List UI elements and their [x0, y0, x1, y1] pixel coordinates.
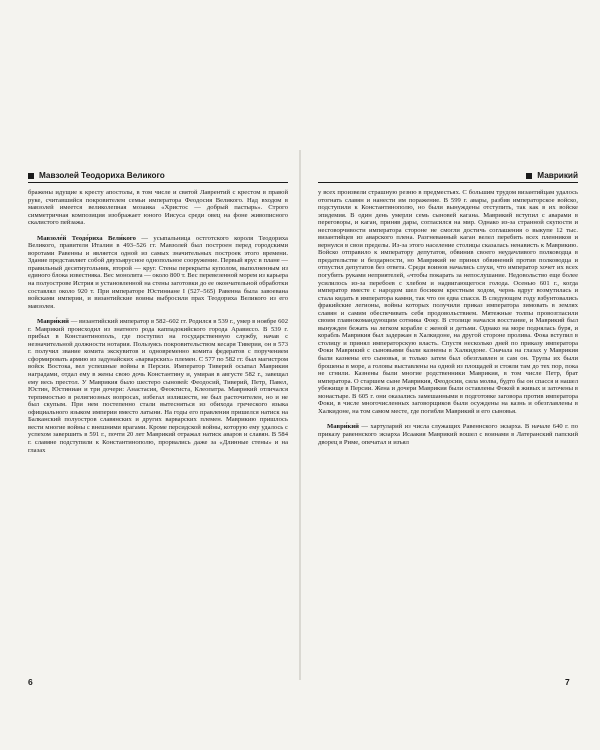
right-paragraph-2: [318, 423, 578, 446]
right-running-head-text: Маврикий: [537, 171, 578, 180]
left-paragraph-1: бражены идущие к кресту апостолы, в том числе и святой Лаврентий с крестом в правой руке, считавшийся покровителем семьи императора Феодосия Великого. Над входом в мавзолей имеется великолепная мозаика «Христос — добрый пастырь». Строго симметричная композиция изображает юного Иисуса среди овец на фоне живописного скалистого пейзажа.: [28, 189, 288, 227]
entry-body: — византийский император в 582–602 гг. Родился в 539 г., умер в ноябре 602 г. Маврикий происходил из знатного рода каппадокийского города Арависсо. В 539 г. прибыл в Константинополь, где поступил на государственную службу, начав с незначительной должности нотария. Пользуясь покровительством кесаря Тиверия, он в 573 г. получил звание комита экскувитов и одновременно комита федератов с поручением сформировать армию из задунайских «варварских» племен. С 577 по 582 гг. был магистром войск Востока, вел успешные войны в Персии. Император Тиверий осыпал Маврикия наградами, отдал ему в жены свою дочь Константину и, умирая в августе 582 г., завещал ему весь престол. У Маврикия было шестеро сыновей: Феодосий, Тиверий, Петр, Павел, Юстин, Юстиниан и три дочери: Анастасия, Феоктиста, Клеопатра. Маврикий отличался терпимостью в религиозных вопросах, избегал излишеств, не был расточителен, но и не был скупым. При нем постепенно стали вытесняться из обихода греческого языка официального языком империи вместо латыни. На годы его правления пришелся натиск на Балканский полуостров славянских и других варварских племен. Маврикию пришлось вести многие войны с внешними врагами. Кроме персидской войны, которую ему удалось с успехом завершить в 591 г., почти 20 лет Маврикий отражал натиск аваров и славян. В 584 г. славяне подступили к Константинополю, прорвались даже за «Длинные стены» и на глазах: [28, 318, 288, 454]
entry-headword: Мавзоле́й Теодо́риха Вели́кого: [37, 234, 136, 242]
right-running-head: [318, 166, 578, 183]
right-paragraph-1: у всех произвели страшную резню в предместьях. С большим трудом византийцам удалось отогнать славян и нанести им поражение. В 599 г. авары, разбив императорское войско, подступили к Константинополю, но были вынуждены отступить, так как в их войске эпидемия. В один день умерли семь сыновей кагана. Маврикий вступил с аварами в переговоры, и каган, приняв дары, согласился на мир. Однако из-за странной скупости и несговорчивости императора стороне не смогли достичь соглашения о выкупе 12 тыс. византийцев из аварского плена. Разгневанный каган велел перебить всех пленников и вернулся в свои пределы. Из-за этого население столицы сказалась ненависть к Маврикию. Войско отправило к императору депутатов, обвинив своего неудачливого полководца в предательстве и бездарности, но Маврикий не принял обвинений против полководца и отпустил депутатов без ответа. Среди воинов начались слухи, что император хочет их всех погубить руками неприятелей, «чтобы покарать за непослушание. Недовольство еще более усилилось из-за перебоев с хлебом и надвигающегося голода. Осенью 601 г., когда император вместе с народом шел босиком крестным ходом, чернь вдруг возмутилась и стала кидать в императора камни, так что он едва спасся. В следующем году взбунтовались фракийские легионы, войны которых получили приказ императора зимовать в землях славян и самим обеспечивать себя продовольствием. Мятежные толпы провозгласили своим главнокомандующим сотника Фоку. В столице начался восстание, и Маврикий был вынужден бежать на легком корабле с женой и детьми. Однако на море поднялась буря, и корабль Маврикия был задержан в Халкидоне, на другой стороне пролива. Фока вступил в столицу и принял императорскую власть. Спустя несколько дней по приказу императора Фоки Маврикий с сыновьями были казнены в Халкидоне. Сначала на глазах у Маврикия были казнены его сыновья, и только затем был обезглавлен и сам он. Трупы их были брошены в море, а головы выставлены на одной из площадей и стояли там до тех пор, пока не сгнили. Казнены были многие родственники Маврикия, в том числе Петр, брат императора. О старшем сыне Маврикия, Феодосии, сила молва, будто бы он спасся и нашел убежище в Персии. Жена и дочери Маврикия были оставлены Фокой в живых и заточены в монастыре. В 605 г. они оказались замешанными в подготовке заговора против императора Фоки, в числе многочисленных заговорщиков были осуждены на казнь и обезглавлены в Халкидоне, на том самом месте, где погибли Маврикий и его сыновья.: [318, 189, 578, 415]
right-page: [318, 166, 578, 446]
left-paragraph-2: [28, 235, 288, 310]
left-page: [28, 166, 288, 454]
entry-body: — хартуларий из числа служащих Равеннского экзарха. В начале 640 г. по приказу равеннского экзарха Исаакия Маврикий вошел с воинами в Латеранский папский дворец в Риме, опечатал и изъял: [318, 423, 578, 446]
left-page-text: [28, 189, 288, 454]
entry-body: — усыпальница остготского короля Теодориха Великого, правителя Италии в 493–526 гг. Мавзолей был построен перед городскими воротами Равенны и является одной из самых значительных построек этого времени. Здание представляет собой двухъярусное однопольное сооружение. Первый ярус в плане — правильный десятиугольник, второй — круг. Стены перекрыты куполом, выполненным из единого блока известняка. Вес монолита — около 800 т. Вес перевезенной морем из карьера на полуострове Истрия и установленной на стены заготовки до ее окончательной обработки составлял около 920 т. При императоре Юстиниане I (527–565) Равенна была завоевана войсками империи, и византийские воины выбросили прах Теодориха Великого из его мавзолея.: [28, 234, 288, 310]
left-page-number: 6: [28, 677, 33, 687]
entry-headword: Маври́кий: [327, 423, 359, 431]
left-paragraph-3: [28, 318, 288, 454]
entry-headword: Маври́кий: [37, 318, 69, 326]
running-head-square-icon: [28, 173, 34, 179]
left-running-head: [28, 166, 288, 183]
running-head-square-icon: [526, 173, 532, 179]
left-running-head-text: Мавзолей Теодориха Великого: [39, 171, 165, 180]
right-page-number: 7: [565, 677, 570, 687]
right-page-text: [318, 189, 578, 446]
book-gutter: [299, 150, 301, 680]
